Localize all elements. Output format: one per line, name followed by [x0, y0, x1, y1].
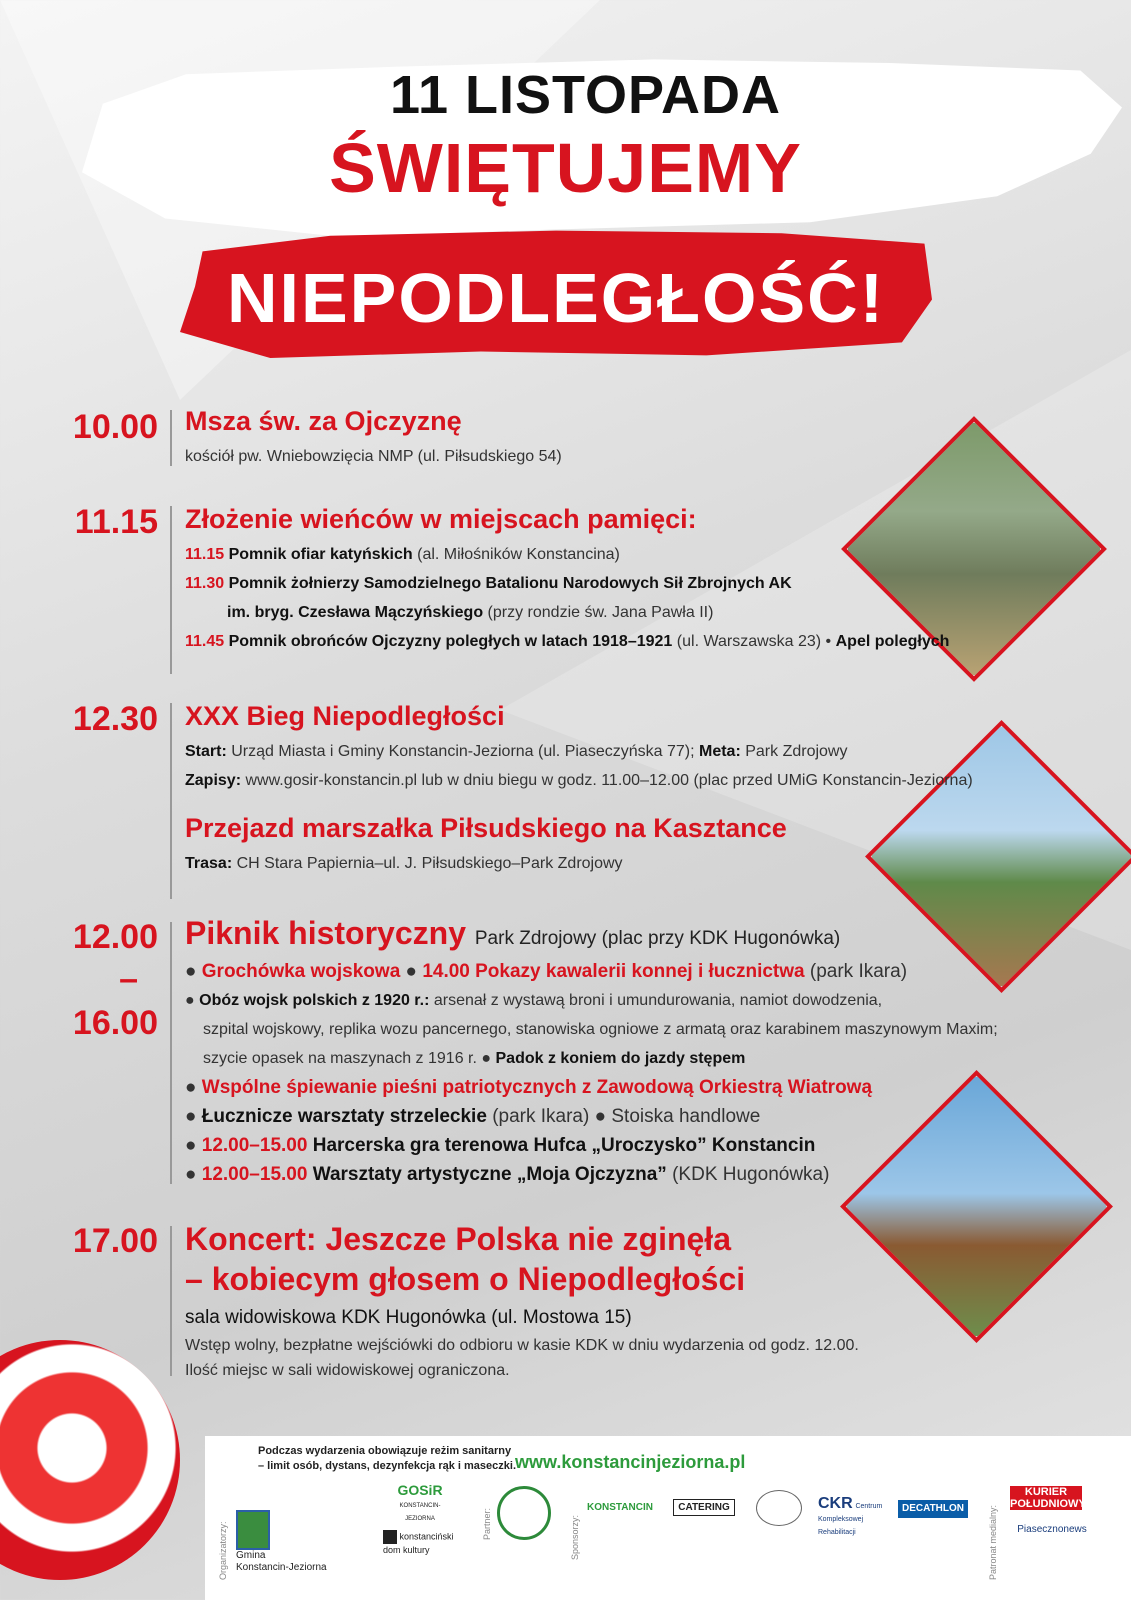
- concert-place: sala widowiskowa KDK Hugonówka (ul. Mostowa 15): [185, 1307, 632, 1328]
- logo-carpe-diem: [756, 1490, 802, 1530]
- time-dash: –: [119, 960, 138, 998]
- time-12-30: 12.30: [72, 700, 158, 738]
- time-12-00: 12.00: [72, 918, 158, 956]
- picnic-line: szycie opasek na maszynach z 1916 r. ● Padok z koniem do jazdy stępem: [203, 1050, 746, 1067]
- header-date: 11 LISTOPADA: [389, 65, 782, 125]
- picnic-line: szpital wojskowy, replika wozu pancernego, stanowiska ogniowe z armatą oraz karabinem maszynowym Maxim;: [203, 1021, 998, 1038]
- concert-info: Ilość miejsc w sali widowiskowej ograniczona.: [185, 1362, 510, 1379]
- section-title: Msza św. za Ojczyznę: [185, 406, 462, 436]
- divider-bar: [170, 410, 172, 466]
- label-partner: Partner:: [482, 1507, 492, 1540]
- logo-piaseczno-news: Piasecznonews: [1017, 1524, 1087, 1535]
- logo-kurier: KURIER POŁUDNIOWY: [1010, 1486, 1086, 1510]
- footer-website-link[interactable]: www.konstancinjeziorna.pl: [515, 1452, 746, 1472]
- divider-bar: [170, 1226, 172, 1376]
- footer-sanitary-note: Podczas wydarzenia obowiązuje reżim sanitarny – limit osób, dystans, dezynfekcja rąk i maseczki.: [258, 1445, 517, 1472]
- picnic-line: ● Grochówka wojskowa ● 14.00 Pokazy kawalerii konnej i łucznictwa (park Ikara): [185, 961, 908, 982]
- logo-decathlon: DECATHLON: [898, 1500, 968, 1518]
- section-title: Złożenie wieńców w miejscach pamięci:: [185, 504, 697, 534]
- crest-icon: [236, 1510, 270, 1550]
- header-title-line1: ŚWIĘTUJEMY: [329, 129, 802, 207]
- section-title: Koncert: Jeszcze Polska nie zginęła: [185, 1221, 731, 1257]
- picnic-line: ● Wspólne śpiewanie pieśni patriotycznych z Zawodową Orkiestrą Wiatrową: [185, 1077, 873, 1098]
- picnic-line: ● Obóz wojsk polskich z 1920 r.: arsenał z wystawą broni i umundurowania, namiot dowodzenia,: [185, 992, 883, 1009]
- time-11-15: 11.15: [74, 503, 158, 541]
- time-10-00: 10.00: [72, 408, 158, 446]
- run-signup: Zapisy: www.gosir-konstancin.pl lub w dniu biegu w godz. 11.00–12.00 (plac przed UMiG Konstancin-Jeziorna): [185, 772, 973, 789]
- section-concert: [185, 1219, 859, 1383]
- wreath-item: 11.30 Pomnik żołnierzy Samodzielnego Batalionu Narodowych Sił Zbrojnych AK: [185, 575, 792, 592]
- logo-kdk: konstanciński dom kultury: [383, 1531, 454, 1555]
- time-16-00: 16.00: [72, 1004, 158, 1042]
- ride-route: Trasa: CH Stara Papiernia–ul. J. Piłsudskiego–Park Zdrojowy: [185, 855, 623, 872]
- section-mass: [185, 404, 562, 471]
- label-sponsors: Sponsorzy:: [570, 1514, 580, 1560]
- logo-gmina: Gmina Konstancin-Jeziorna: [236, 1510, 346, 1574]
- section-picnic: [185, 916, 998, 1189]
- logo-konstancin: KONSTANCIN: [587, 1502, 653, 1513]
- concert-info: Wstęp wolny, bezpłatne wejściówki do odbioru w kasie KDK w dniu wydarzenia od godz. 12.00.: [185, 1337, 859, 1354]
- run-start: Start: Urząd Miasta i Gminy Konstancin-Jeziorna (ul. Piaseczyńska 77); Meta: Park Zdrojowy: [185, 743, 848, 760]
- section-title: Piknik historyczny Park Zdrojowy (plac przy KDK Hugonówka): [185, 915, 841, 951]
- wreath-item-cont: im. bryg. Czesława Mączyńskiego (przy rondzie św. Jana Pawła II): [227, 604, 714, 621]
- section-wreaths: [185, 502, 949, 656]
- picnic-line: ● 12.00–15.00 Harcerska gra terenowa Hufca „Uroczysko” Konstancin: [185, 1135, 816, 1156]
- picnic-line: ● 12.00–15.00 Warsztaty artystyczne „Moja Ojczyzna” (KDK Hugonówka): [185, 1164, 830, 1185]
- divider-bar: [170, 703, 172, 899]
- section-title-ride: Przejazd marszałka Piłsudskiego na Kasztance: [185, 813, 787, 843]
- wreath-item: 11.15 Pomnik ofiar katyńskich (al. Miłośników Konstancina): [185, 546, 620, 563]
- wreath-item: 11.45 Pomnik obrońców Ojczyzny poległych w latach 1918–1921 (ul. Warszawska 23) • Apel poległych: [185, 633, 950, 650]
- logo-scouts: [497, 1486, 551, 1544]
- cockade-rosette: [0, 1340, 180, 1580]
- kdk-icon: [383, 1530, 397, 1544]
- emblem-icon: [756, 1490, 802, 1526]
- time-17-00: 17.00: [72, 1222, 158, 1260]
- section-place: kościół pw. Wniebowzięcia NMP (ul. Piłsudskiego 54): [185, 448, 562, 465]
- section-title: XXX Bieg Niepodległości: [185, 701, 505, 731]
- label-organizers: Organizatorzy:: [218, 1521, 228, 1580]
- logo-catering: CATERING: [668, 1502, 740, 1514]
- label-media: Patronat medialny:: [988, 1504, 998, 1580]
- logo-gosir: GOSiR KONSTANCIN-JEZIORNA: [397, 1482, 443, 1522]
- picnic-line: ● Łucznicze warsztaty strzeleckie (park Ikara) ● Stoiska handlowe: [185, 1106, 761, 1127]
- section-title: – kobiecym głosem o Niepodległości: [185, 1261, 746, 1297]
- divider-bar: [170, 922, 172, 1184]
- scouts-emblem-icon: [497, 1486, 551, 1540]
- logo-ckr: CKR Centrum Kompleksowej Rehabilitacji: [818, 1495, 883, 1536]
- divider-bar: [170, 506, 172, 674]
- header-title-line2: NIEPODLEGŁOŚĆ!: [226, 259, 886, 337]
- section-run: [185, 699, 973, 878]
